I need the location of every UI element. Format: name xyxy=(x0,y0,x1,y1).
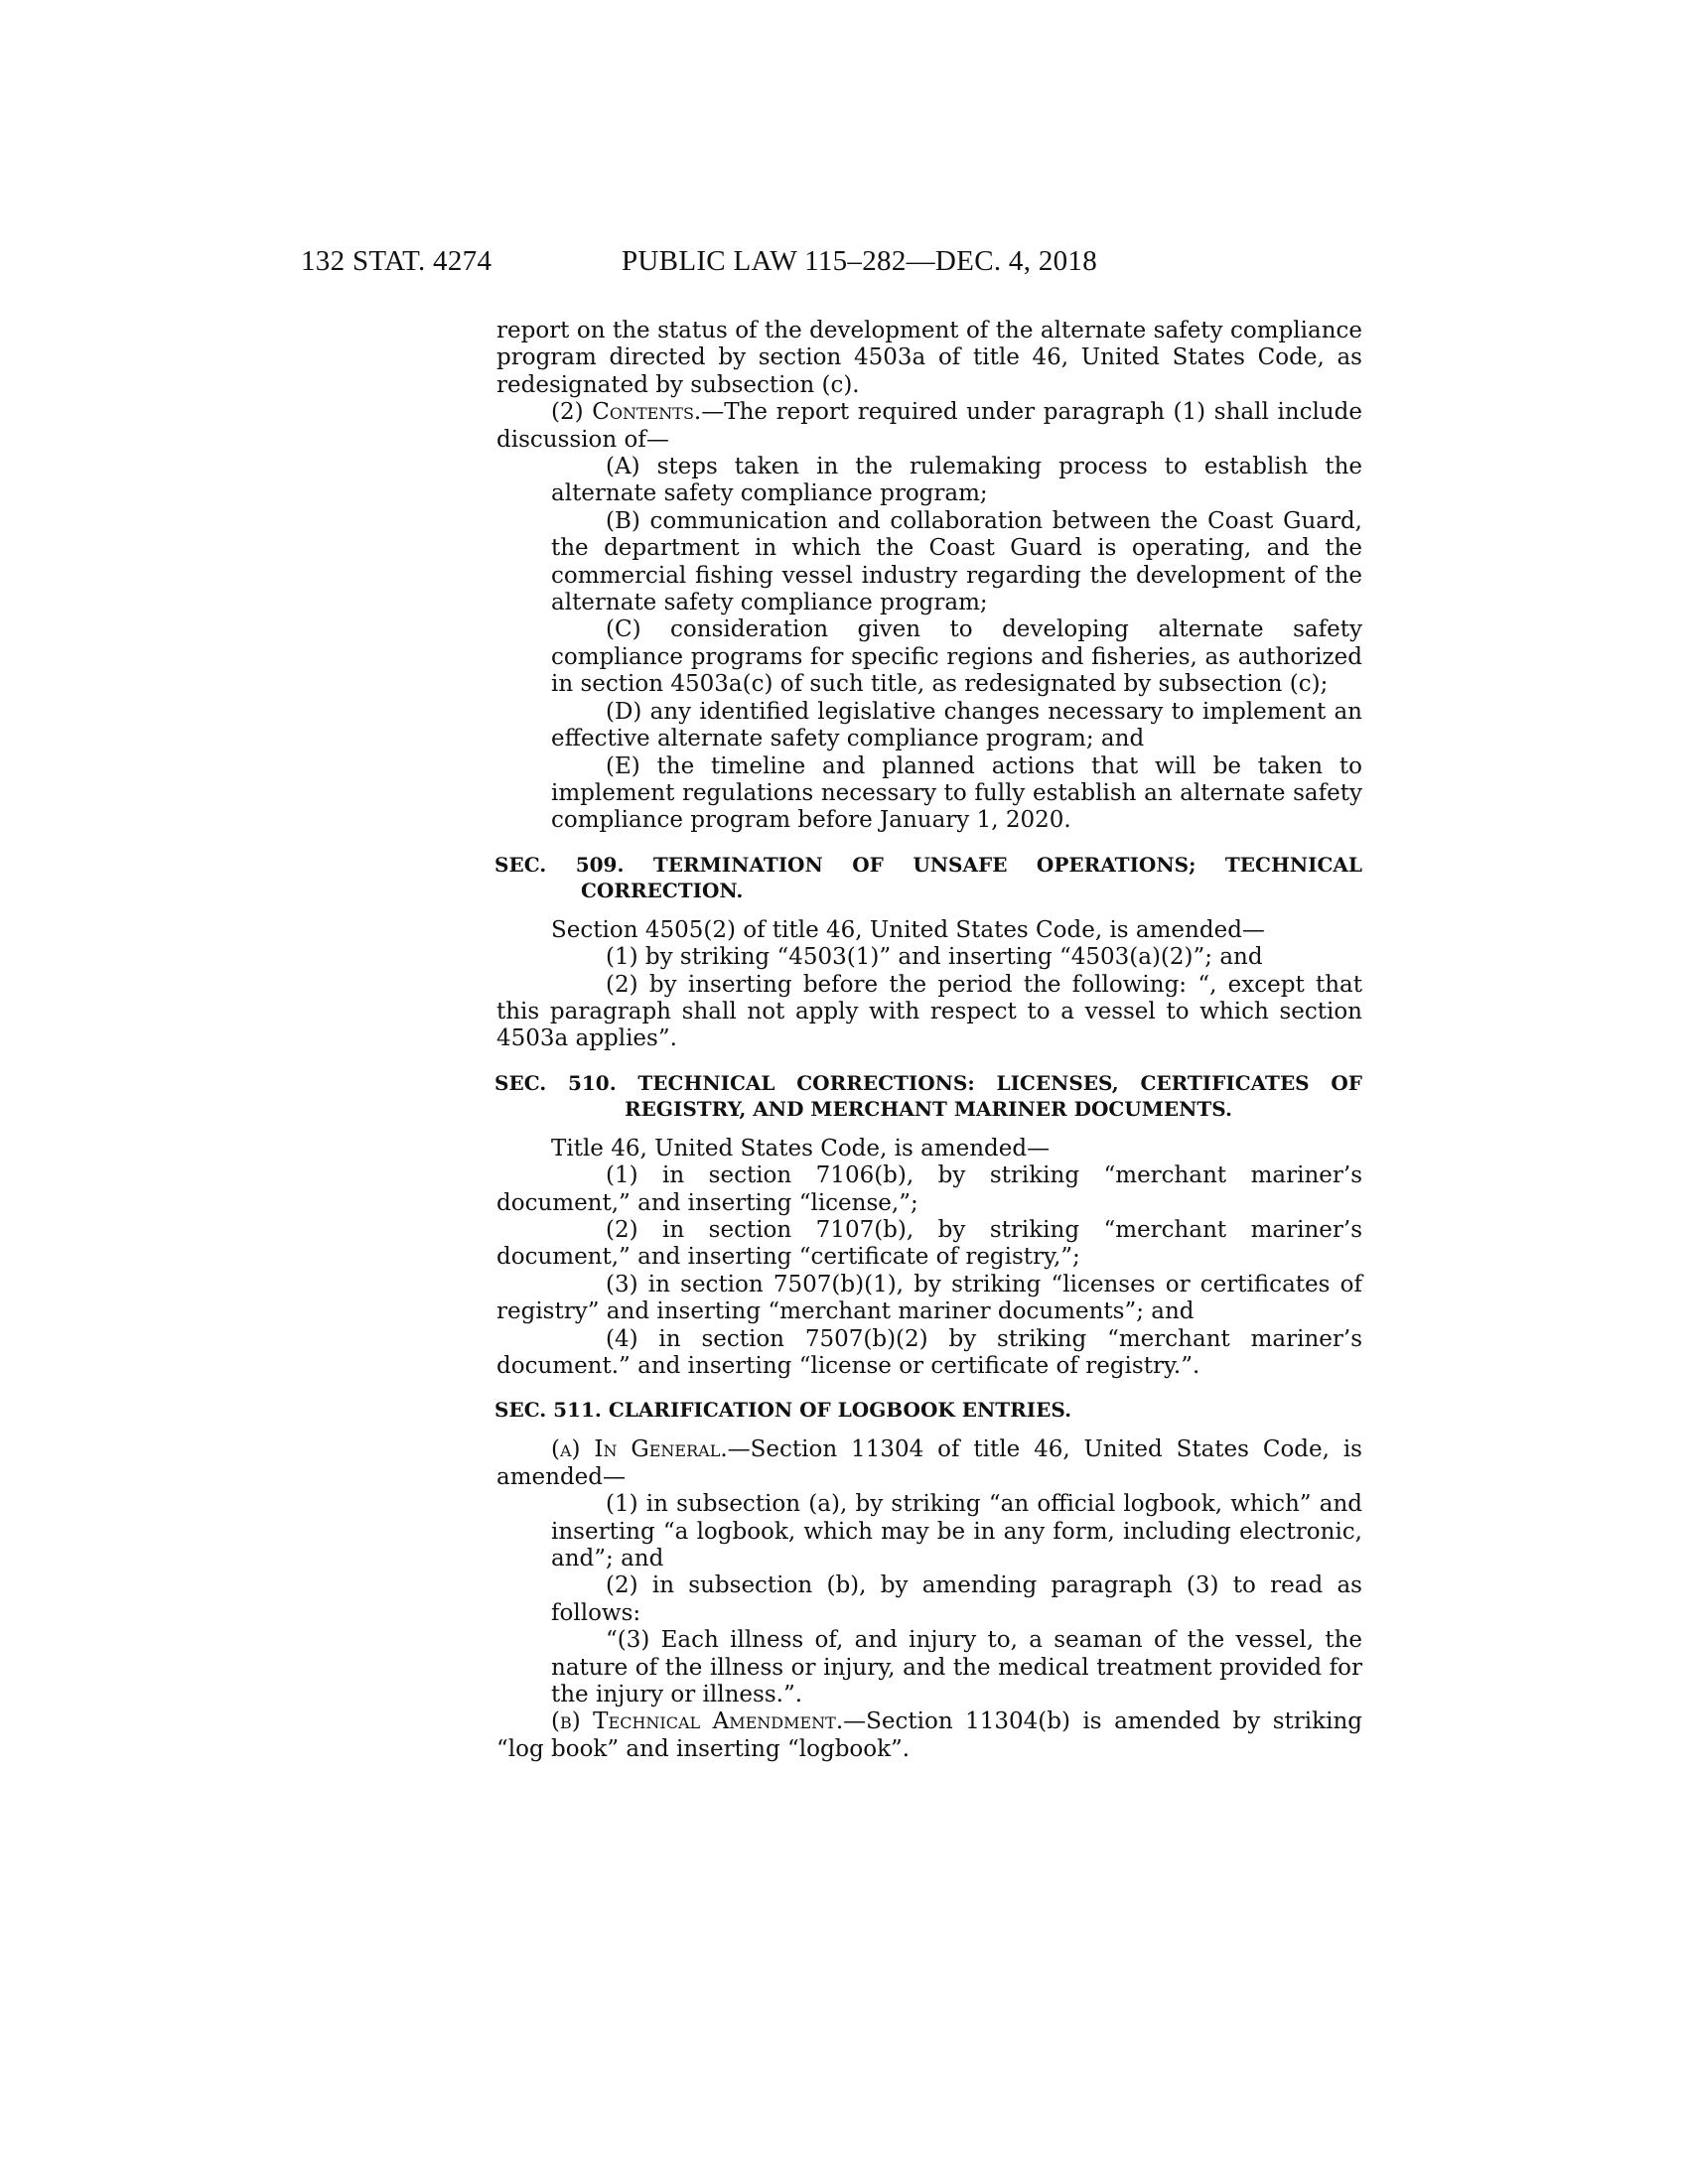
in-general-text: —Section 11304 of title 46, United States Code, is amended— xyxy=(496,1436,1362,1490)
section-511-item-2: (2) in subsection (b), by amending paragraph (3) to read as follows: xyxy=(551,1572,1362,1626)
section-509-heading-line2: CORRECTION. xyxy=(581,878,744,902)
section-510-item-1: (1) in section 7106(b), by striking “merchant mariner’s document,” and inserting “license,”; xyxy=(496,1162,1362,1216)
technical-amendment-heading: (b) Technical Amendment. xyxy=(551,1708,844,1735)
section-511-items xyxy=(551,1491,1362,1708)
section-511-item-1: (1) in subsection (a), by striking “an official logbook, which” and inserting “a logbook, which may be in any form, including electronic, and”; and xyxy=(551,1491,1362,1572)
section-510-item-2: (2) in section 7107(b), by striking “merchant mariner’s document,” and inserting “certificate of registry,”; xyxy=(496,1216,1362,1271)
subparagraph-b: (B) communication and collaboration between the Coast Guard, the department in which the Coast Guard is operating, and the commercial fishing vessel industry regarding the development of the alternate safety compliance program; xyxy=(551,507,1362,616)
section-509-items xyxy=(551,944,1362,971)
section-510-heading-line1: SEC. 510. TECHNICAL CORRECTIONS: LICENSES, CERTIFICATES OF xyxy=(494,1070,1362,1095)
technical-amendment-text: —Section 11304(b) is amended by striking “log book” and inserting “logbook”. xyxy=(496,1708,1362,1762)
subparagraph-e: (E) the timeline and planned actions that will be taken to implement regulations necessary to fully establish an alternate safety compliance program before January 1, 2020. xyxy=(551,752,1362,834)
subparagraph-d: (D) any identified legislative changes necessary to implement an effective alternate safety compliance program; and xyxy=(551,698,1362,752)
section-511-heading: SEC. 511. CLARIFICATION OF LOGBOOK ENTRIES. xyxy=(494,1398,1072,1423)
subparagraph-a: (A) steps taken in the rulemaking process to establish the alternate safety compliance program; xyxy=(551,454,1362,507)
public-law-title: PUBLIC LAW 115–282—DEC. 4, 2018 xyxy=(622,245,1098,277)
section-510-item-3: (3) in section 7507(b)(1), by striking “licenses or certificates of registry” and inserting “merchant mariner documents”; and xyxy=(496,1271,1362,1325)
statute-page-number: 132 STAT. 4274 xyxy=(301,245,492,277)
section-511-subsection-a xyxy=(496,1436,1362,1491)
section-509-heading xyxy=(494,852,1362,903)
section-510-item-4: (4) in section 7507(b)(2) by striking “merchant mariner’s document.” and inserting “license or certificate of registry.”. xyxy=(496,1325,1362,1379)
section-509-item-2: (2) by inserting before the period the following: “, except that this paragraph shall not apply with respect to a vessel to which section 4503a applies”. xyxy=(496,971,1362,1052)
section-511-subsection-b xyxy=(496,1708,1362,1763)
contents-subparagraphs xyxy=(551,454,1362,835)
page-header xyxy=(0,245,1688,285)
section-510-heading xyxy=(494,1070,1362,1122)
section-511-quoted-text: “(3) Each illness of, and injury to, a seaman of the vessel, the nature of the illness or injury, and the medical treatment provided for the injury or illness.”. xyxy=(551,1627,1362,1708)
contents-text: —The report required under paragraph (1) shall include discussion of— xyxy=(496,399,1363,453)
in-general-heading: (a) In General. xyxy=(551,1436,728,1463)
section-510-heading-line2: REGISTRY, AND MERCHANT MARINER DOCUMENTS. xyxy=(625,1096,1232,1121)
section-510-intro: Title 46, United States Code, is amended— xyxy=(551,1135,1051,1161)
document-body xyxy=(496,318,1362,1763)
section-509-intro: Section 4505(2) of title 46, United States Code, is amended— xyxy=(551,916,1265,943)
contents-heading: (2) Contents. xyxy=(551,399,702,426)
section-509-heading-line1: SEC. 509. TERMINATION OF UNSAFE OPERATIONS; TECHNICAL xyxy=(494,852,1362,877)
paragraph-report-status: report on the status of the development of the alternate safety compliance program directed by section 4503a of title 46, United States Code, as redesignated by subsection (c). xyxy=(496,318,1362,398)
section-509-item-1: (1) by striking “4503(1)” and inserting “4503(a)(2)”; and xyxy=(606,944,1263,971)
subparagraph-c: (C) consideration given to developing alternate safety compliance programs for specific regions and fisheries, as authorized in section 4503a(c) of such title, as redesignated by subsection (c); xyxy=(551,616,1362,698)
paragraph-contents xyxy=(496,399,1362,454)
